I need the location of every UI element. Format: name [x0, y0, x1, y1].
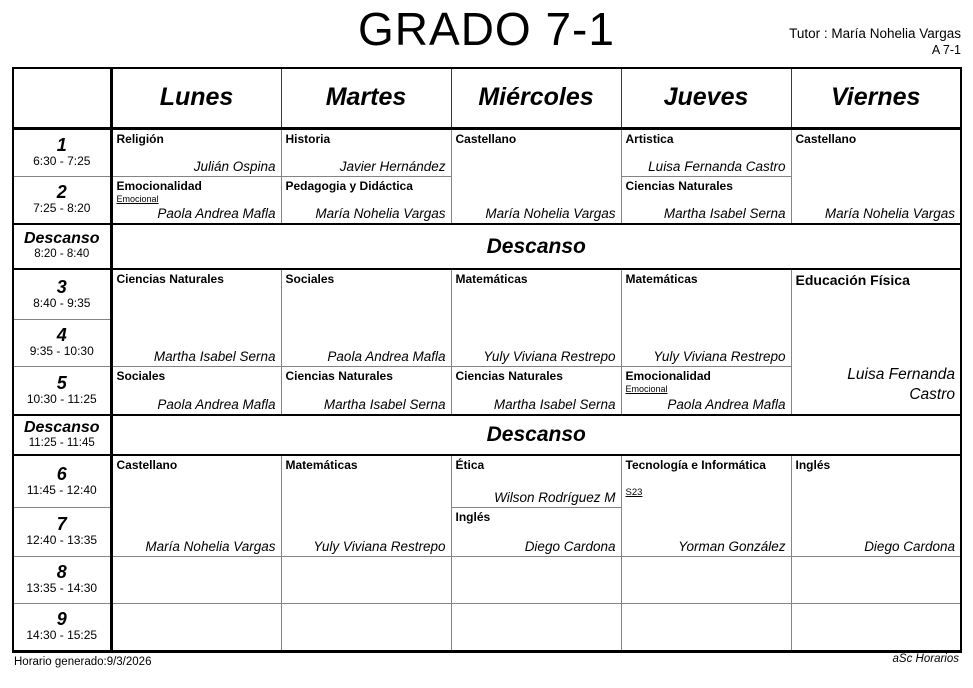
teacher-label: Yuly Viviana Restrepo: [653, 348, 786, 364]
tutor-block: [789, 26, 961, 59]
subject-label: Castellano: [116, 458, 178, 472]
cell-p9-viernes: [791, 603, 961, 651]
period-6-time-cell: [13, 455, 111, 507]
period-number: 8: [56, 562, 67, 583]
period-time: 7:25 - 8:20: [33, 201, 91, 216]
row-period-8: [13, 556, 961, 603]
teacher-label: Paola Andrea Mafla: [327, 348, 446, 364]
cell-p8-lunes: [111, 556, 281, 603]
cell-p5-lunes: [111, 366, 281, 415]
subject-label: Matemáticas: [625, 272, 698, 286]
break-banner-label: Descanso: [486, 234, 586, 258]
break-label: Descanso: [23, 230, 100, 248]
day-header-viernes: Viernes: [791, 68, 961, 128]
cell-p8-jueves: [621, 556, 791, 603]
subject-label: Inglés: [455, 509, 491, 524]
period-number: 9: [56, 609, 67, 630]
break-label: Descanso: [23, 418, 100, 436]
period-number: 7: [56, 514, 67, 535]
teacher-label: Paola Andrea Mafla: [667, 397, 786, 412]
subject-label: Ciencias Naturales: [455, 368, 563, 383]
teacher-label: Julián Ospina: [193, 158, 276, 174]
subject-label: Castellano: [795, 131, 857, 146]
teacher-label: Martha Isabel Serna: [663, 206, 786, 221]
cell-p3-martes: [281, 269, 451, 366]
subject-label: Matemáticas: [455, 272, 528, 286]
cell-p8-miercoles: [451, 556, 621, 603]
cell-p6-viernes: [791, 455, 961, 556]
cell-p6-miercoles: [451, 455, 621, 507]
teacher-label: Martha Isabel Serna: [493, 397, 616, 412]
break-banner-label: Descanso: [486, 423, 586, 446]
subject-label: Artistica: [625, 131, 674, 146]
cell-p6-martes: [281, 455, 451, 556]
cell-p1-viernes: [791, 128, 961, 224]
break-1-banner: [111, 224, 961, 269]
cell-p3-viernes: [791, 269, 961, 415]
asc-horarios-brand: aSc Horarios: [892, 653, 959, 665]
period-5-time-cell: [13, 366, 111, 415]
corner-cell: [13, 68, 111, 128]
teacher-label: Paola Andrea Mafla: [157, 397, 276, 412]
teacher-label: María Nohelia Vargas: [824, 206, 955, 221]
subject-label: Emocionalidad: [116, 178, 202, 193]
period-8-time-cell: [13, 556, 111, 603]
cell-p5-jueves: [621, 366, 791, 415]
row-period-6: [13, 455, 961, 507]
subject-label: Castellano: [455, 131, 517, 146]
break-2-banner: [111, 415, 961, 455]
period-3-time-cell: [13, 269, 111, 319]
period-number: 3: [56, 276, 67, 297]
timetable-grid: [12, 67, 962, 653]
break-1-time-cell: [13, 224, 111, 269]
cell-p8-martes: [281, 556, 451, 603]
row-period-3: [13, 269, 961, 319]
subject-label: Ciencias Naturales: [116, 272, 224, 286]
cell-p9-miercoles: [451, 603, 621, 651]
period-9-time-cell: [13, 603, 111, 651]
cell-p1-martes: [281, 128, 451, 176]
teacher-label: María Nohelia Vargas: [485, 206, 616, 221]
cell-p3-jueves: [621, 269, 791, 366]
period-number: 6: [56, 463, 67, 484]
period-time: 9:35 - 10:30: [29, 344, 94, 359]
subject-label: Emocionalidad: [625, 368, 711, 383]
teacher-label: Luisa Fernanda Castro: [648, 158, 786, 174]
period-number: 2: [56, 182, 67, 203]
period-time: 10:30 - 11:25: [26, 391, 97, 406]
cell-p2-martes: [281, 176, 451, 224]
subject-label: Tecnología e Informática: [625, 458, 766, 472]
cell-p3-miercoles: [451, 269, 621, 366]
period-4-time-cell: [13, 319, 111, 366]
cell-p2-lunes: [111, 176, 281, 224]
subject-label: Pedagogia y Didáctica: [285, 178, 413, 193]
day-header-miercoles: Miércoles: [451, 68, 621, 128]
period-2-time-cell: [13, 176, 111, 224]
period-time: 14:30 - 15:25: [26, 628, 98, 643]
subject-label: Sociales: [116, 368, 166, 383]
page-title: GRADO 7-1: [358, 3, 615, 55]
period-1-time-cell: [13, 128, 111, 176]
teacher-label: María Nohelia Vargas: [315, 206, 446, 221]
cell-p1-miercoles: [451, 128, 621, 224]
teacher-label: Yuly Viviana Restrepo: [313, 538, 446, 554]
cell-p9-lunes: [111, 603, 281, 651]
subject-label: Educación Física: [795, 272, 910, 288]
teacher-label: Diego Cardona: [524, 538, 616, 554]
teacher-label: Javier Hernández: [339, 158, 446, 174]
teacher-label: María Nohelia Vargas: [145, 538, 276, 554]
teacher-label: Martha Isabel Serna: [153, 348, 276, 364]
teacher-label: Luisa Fernanda Castro: [847, 366, 955, 403]
row-break-2: [13, 415, 961, 455]
period-time: 6:30 - 7:25: [33, 154, 91, 169]
period-7-time-cell: [13, 507, 111, 556]
cell-p8-viernes: [791, 556, 961, 603]
subject-label: Inglés: [795, 458, 831, 472]
subject-label: Ciencias Naturales: [285, 368, 393, 383]
subject-label: Religión: [116, 131, 164, 146]
period-time: 11:45 - 12:40: [26, 482, 97, 497]
cell-p5-martes: [281, 366, 451, 415]
cell-p1-jueves: [621, 128, 791, 176]
break-2-time-cell: [13, 415, 111, 455]
row-period-1: [13, 128, 961, 176]
subject-label: Historia: [285, 131, 331, 146]
cell-p6-lunes: [111, 455, 281, 556]
teacher-label: Yuly Viviana Restrepo: [483, 348, 616, 364]
room-label: S23: [625, 487, 643, 499]
break-time: 11:25 - 11:45: [28, 436, 95, 449]
subject-label: Ciencias Naturales: [625, 178, 733, 193]
header-row: [13, 68, 961, 128]
subject-label: Ética: [455, 458, 485, 472]
cell-p1-lunes: [111, 128, 281, 176]
teacher-label: Martha Isabel Serna: [323, 397, 446, 412]
period-time: 12:40 - 13:35: [26, 533, 98, 548]
room-label: Emocional: [625, 383, 668, 394]
period-number: 5: [56, 372, 67, 393]
row-break-1: [13, 224, 961, 269]
day-header-lunes: Lunes: [111, 68, 281, 128]
cell-p2-jueves: [621, 176, 791, 224]
period-time: 13:35 - 14:30: [26, 581, 98, 596]
subject-label: Matemáticas: [285, 458, 358, 472]
teacher-label: Diego Cardona: [864, 538, 955, 554]
teacher-label: Paola Andrea Mafla: [157, 206, 276, 221]
day-header-martes: Martes: [281, 68, 451, 128]
period-time: 8:40 - 9:35: [33, 295, 91, 310]
teacher-label: Wilson Rodríguez M: [494, 489, 616, 505]
period-number: 4: [56, 325, 67, 346]
break-time: 8:20 - 8:40: [34, 248, 90, 260]
cell-p3-lunes: [111, 269, 281, 366]
room-label: Emocional: [116, 193, 159, 204]
generated-date: Horario generado:9/3/2026: [14, 656, 152, 668]
cell-p9-martes: [281, 603, 451, 651]
subject-label: Sociales: [285, 272, 335, 286]
cell-p6-jueves: [621, 455, 791, 556]
teacher-label: Yorman González: [678, 538, 786, 554]
row-period-9: [13, 603, 961, 651]
cell-p5-miercoles: [451, 366, 621, 415]
tutor-name: Tutor : María Nohelia Vargas: [789, 26, 961, 41]
day-header-jueves: Jueves: [621, 68, 791, 128]
cell-p7-miercoles: [451, 507, 621, 556]
group-code: A 7-1: [931, 42, 961, 57]
cell-p9-jueves: [621, 603, 791, 651]
period-number: 1: [56, 135, 67, 156]
